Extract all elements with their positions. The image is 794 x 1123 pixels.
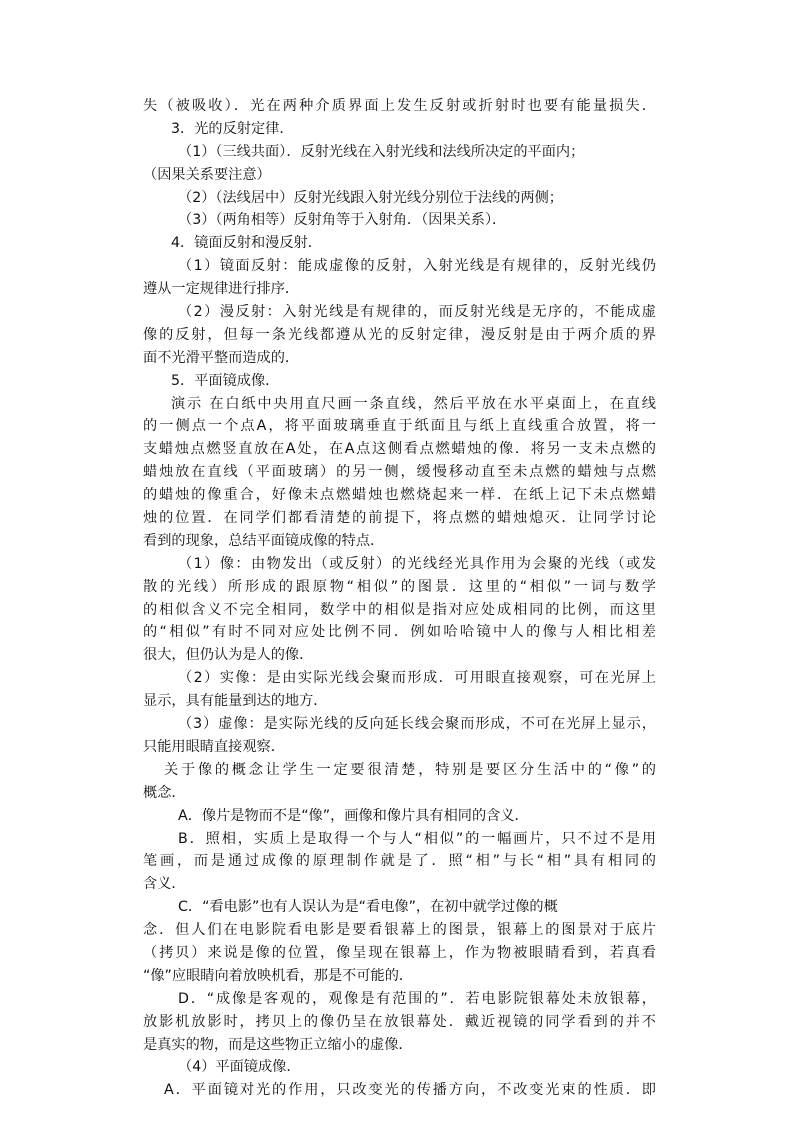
section-heading: 3．光的反射定律．	[171, 120, 294, 137]
text-line: 失（被吸收）．光在两种介质界面上发生反射或折射时也要有能量损失．	[143, 98, 656, 114]
text-line: 看到的现象，总结平面镜成像的特点．	[143, 532, 385, 549]
text-line: 笔画，而是通过成像的原理制作就是了．照“相”与长“相”具有相同的	[143, 853, 656, 870]
text-line: 的相似含义不完全相同，数学中的相似是指对应处成相同的比例，而这里	[143, 601, 656, 618]
document-page	[143, 95, 656, 1102]
text-line: 的“相似”有时不同对应处比例不同．例如哈哈镜中人的像与人相比相差	[143, 624, 656, 641]
text-line: 散的光线）所形成的跟原物“相似”的图景．这里的“相似”一词与数学	[143, 578, 656, 595]
text-line: （2）（法线居中）反射光线跟入射光线分别位于法线的两侧；	[178, 189, 563, 206]
text-line: （3）虚像：是实际光线的反向延长线会聚而形成，不可在光屏上显示，	[178, 716, 656, 733]
text-line: C．“看电影”也有人误认为是“看电像”，在初中就学过像的概	[178, 899, 558, 916]
text-line: （1）镜面反射：能成虚像的反射，入射光线是有规律的，反射光线仍	[178, 258, 656, 275]
text-line: 念．但人们在电影院看电影是要看银幕上的图景，银幕上的图景对于底片	[143, 922, 656, 939]
text-line: 演示 在白纸中央用直尺画一条直线，然后平放在水平桌面上，在直线	[171, 395, 656, 412]
text-line: 关于像的概念让学生一定要很清楚，特别是要区分生活中的“像”的	[164, 761, 656, 778]
text-line: （因果关系要注意）	[143, 166, 271, 183]
text-line: 遵从一定规律进行排序．	[143, 281, 300, 298]
text-line: 显示，具有能量到达的地方．	[143, 693, 328, 710]
text-line: 的一侧点一个点A，将平面玻璃垂直于纸面且与纸上直线重合放置，将一	[143, 418, 656, 435]
text-line: （2）漫反射：入射光线是有规律的，而反射光线是无序的，不能成虚	[178, 304, 656, 321]
text-line: 只能用眼睛直接观察．	[143, 738, 285, 755]
text-line: （4）平面镜成像．	[178, 1059, 301, 1076]
text-line: “像”应眼睛向着放映机看，那是不可能的．	[143, 967, 414, 984]
text-line: 含义．	[143, 876, 186, 893]
text-line: （拷贝）来说是像的位置，像呈现在银幕上，作为物被眼睛看到，若真看	[143, 944, 656, 961]
section-heading: 4．镜面反射和漫反射．	[171, 235, 322, 252]
text-line: 的蜡烛的像重合，好像未点燃蜡烛也燃烧起来一样．在纸上记下未点燃蜡	[143, 487, 656, 504]
text-line: 面不光滑平整而造成的．	[143, 349, 300, 366]
text-line: 像的反射，但每一条光线都遵从光的反射定律，漫反射是由于两介质的界	[143, 326, 656, 343]
text-line: A．像片是物而不是“像”，画像和像片具有相同的含义．	[178, 807, 529, 824]
text-line: 放影机放影时，拷贝上的像仍呈在放银幕处．戴近视镜的同学看到的并不	[143, 1013, 656, 1030]
text-line: 概念．	[143, 784, 186, 801]
text-line: 烛的位置．在同学们都看清楚的前提下，将点燃的蜡烛熄灭．让同学讨论	[143, 510, 656, 527]
text-line: （1）（三线共面）．反射光线在入射光线和法线所决定的平面内；	[178, 143, 585, 160]
text-line: 是真实的物，而是这些物正立缩小的虚像．	[143, 1036, 413, 1053]
text-line: （1）像：由物发出（或反射）的光线经光具作用为会聚的光线（或发	[178, 555, 656, 572]
text-line: 蜡烛放在直线（平面玻璃）的另一侧，缓慢移动直至未点燃的蜡烛与点燃	[143, 464, 656, 481]
text-line: B．照相，实质上是取得一个与人“相似”的一幅画片，只不过不是用	[178, 830, 656, 847]
text-line: D．“成像是客观的，观像是有范围的”．若电影院银幕处未放银幕，	[178, 990, 656, 1007]
text-line: A．平面镜对光的作用，只改变光的传播方向，不改变光束的性质．即	[164, 1082, 656, 1099]
section-heading: 5．平面镜成像．	[171, 372, 280, 389]
text-line: 很大，但仍认为是人的像．	[143, 647, 314, 664]
text-line: （2）实像：是由实际光线会聚而形成．可用眼直接观察，可在光屏上	[178, 670, 656, 687]
text-line: （3）（两角相等）反射角等于入射角．（因果关系）．	[178, 212, 507, 229]
text-line: 支蜡烛点燃竖直放在A处，在A点这侧看点燃蜡烛的像．将另一支未点燃的	[143, 441, 656, 458]
